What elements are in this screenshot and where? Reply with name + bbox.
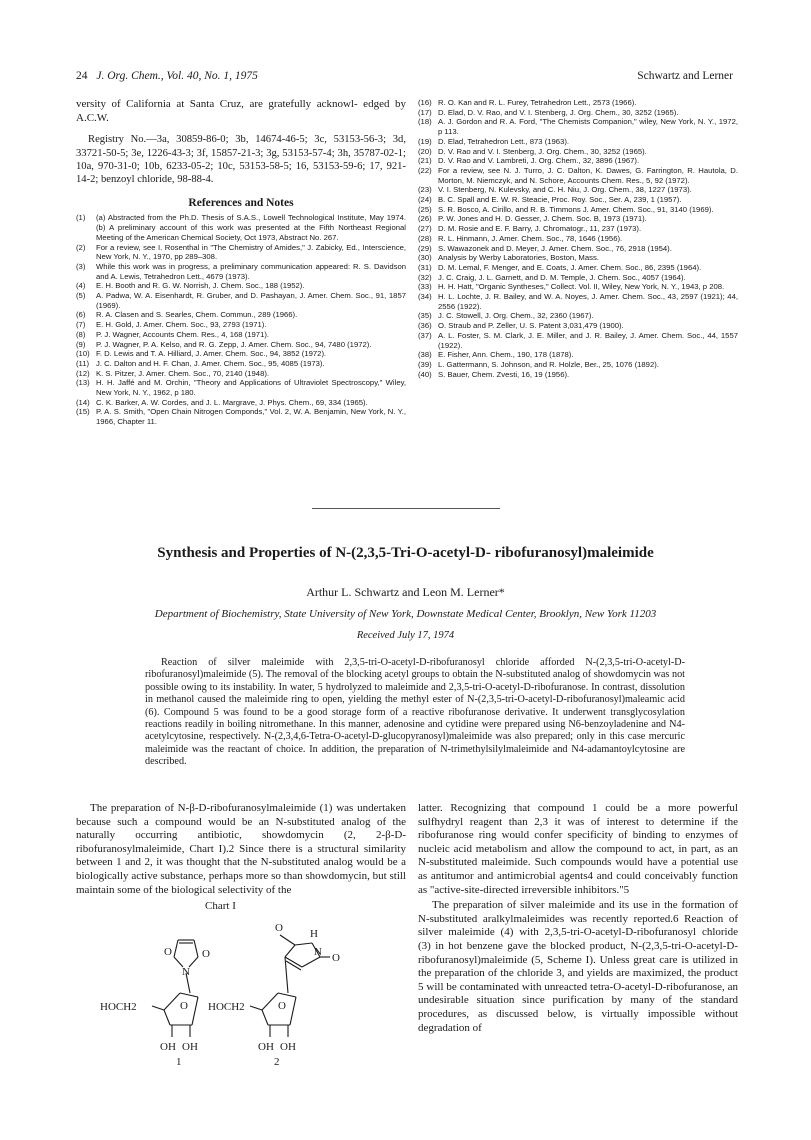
atom-label: O [332, 952, 340, 964]
reference-number: (39) [418, 359, 432, 369]
left-column [76, 98, 406, 427]
reference-number: (1) [76, 213, 86, 223]
reference-text: B. C. Spall and E. W. R. Steacie, Proc. Roy. Soc., Ser. A, 239, 1 (1957). [438, 195, 682, 205]
reference-number: (12) [76, 368, 90, 378]
reference-text: D. Elad, D. V. Rao, and V. I. Stenberg, J. Org. Chem., 30, 3252 (1965). [438, 107, 679, 117]
reference-text: For a review, see N. J. Turro, J. C. Dalton, K. Dawes, G. Farrington, R. Hautola, D. Morton, M. Niemczyk, and N. Schore, Accounts Chem. Res., 5, 92 (1972). [438, 165, 738, 185]
atom-label: HOCH2 [100, 1001, 137, 1013]
right-column [418, 98, 738, 379]
atom-label: HOCH2 [208, 1001, 245, 1013]
reference-number: (21) [418, 156, 432, 166]
reference-number: (25) [418, 204, 432, 214]
reference-number: (31) [418, 262, 432, 272]
journal-citation: J. Org. Chem., Vol. 40, No. 1, 1975 [96, 70, 258, 82]
reference-number: (32) [418, 272, 432, 282]
atom-label: O [275, 922, 283, 934]
atom-label: N [182, 966, 190, 978]
reference-text: D. Elad, Tetrahedron Lett., 873 (1963). [438, 136, 570, 146]
reference-text: D. V. Rao and V. Lambreti, J. Org. Chem., 32, 3896 (1967). [438, 156, 640, 166]
compound-number: 1 [176, 1056, 182, 1068]
reference-item [76, 243, 406, 262]
article-affiliation: Department of Biochemistry, State University of New York, Downstate Medical Center, Brooklyn, New York 11203 [154, 608, 657, 620]
reference-number: (20) [418, 146, 432, 156]
reference-item [418, 253, 738, 263]
reference-item [418, 282, 738, 292]
reference-item [418, 350, 738, 360]
article-title: Synthesis and Properties of N-(2,3,5-Tri-O-acetyl-D- ribofuranosyl)maleimide [157, 545, 654, 561]
reference-number: (2) [76, 242, 86, 252]
reference-text: A. L. Foster, S. M. Clark, J. E. Miller, and J. R. Bailey, J. Amer. Chem. Soc., 44, 1557 (1922). [438, 330, 738, 350]
reference-number: (11) [76, 358, 90, 368]
reference-text: H. H. Jaffé and M. Orchin, "Theory and Applications of Ultraviolet Spectroscopy," Wiley, New York, N. Y., 1962, p 180. [96, 378, 406, 398]
compound-number: 2 [274, 1056, 280, 1068]
article-authors: Arthur L. Schwartz and Leon M. Lerner* [306, 585, 505, 599]
reference-number: (22) [418, 165, 432, 175]
reference-item [76, 340, 406, 350]
reference-item [76, 262, 406, 281]
reference-item [76, 369, 406, 379]
reference-number: (27) [418, 224, 432, 234]
reference-text: R. O. Kan and R. L. Furey, Tetrahedron Lett., 2573 (1966). [438, 98, 637, 107]
atom-label: H [310, 928, 318, 940]
atom-label: OH [182, 1041, 198, 1053]
reference-number: (19) [418, 136, 432, 146]
reference-number: (7) [76, 320, 86, 330]
reference-item [76, 407, 406, 426]
reference-item [418, 263, 738, 273]
reference-text: P. A. S. Smith, "Open Chain Nitrogen Componds," Vol. 2, W. A. Benjamin, New York, N. Y., 1966, Chapter 11. [96, 407, 406, 427]
reference-text: F. D. Lewis and T. A. Hilliard, J. Amer. Chem. Soc., 94, 3852 (1972). [96, 349, 327, 359]
reference-text: H. H. Hatt, "Organic Syntheses," Collect. Vol. II, Wiley, New York, N. Y., 1943, p 208. [438, 282, 725, 292]
reference-text: A. J. Gordon and R. A. Ford, "The Chemists Companion," wiley, New York, N. Y., 1972, p 113. [438, 117, 738, 137]
reference-text: R. A. Clasen and S. Searles, Chem. Commun., 289 (1966). [96, 310, 298, 320]
reference-item [418, 273, 738, 283]
reference-item [76, 213, 406, 242]
reference-text: P. J. Wagner, Accounts Chem. Res., 4, 168 (1971). [96, 329, 270, 339]
reference-number: (14) [76, 397, 90, 407]
reference-item [418, 292, 738, 311]
reference-text: D. M. Lemal, F. Menger, and E. Coats, J. Amer. Chem. Soc., 86, 2395 (1964). [438, 262, 702, 272]
reference-number: (33) [418, 282, 432, 292]
reference-item [418, 156, 738, 166]
reference-item [76, 349, 406, 359]
reference-number: (10) [76, 349, 90, 359]
reference-item [418, 234, 738, 244]
reference-text: D. V. Rao and V. I. Stenberg, J. Org. Chem., 30, 3252 (1965). [438, 146, 647, 156]
body-paragraph: latter. Recognizing that compound 1 could be a more powerful sulfhydryl reagent than 2,3 it was of interest to determine if the ribofuranose ring would confer specificity of binding to enzymes of nucleic acid metabolism and allow the compound to act, in part, as an N-substituted maleimide. Such compounds would have a potential use as antitumor and antimicrobial agents4 and could conceivably function as "active-site-directed irreversible inhibitors."5 [418, 802, 738, 896]
reference-number: (40) [418, 369, 432, 379]
reference-item [76, 320, 406, 330]
reference-item [418, 370, 738, 380]
article-abstract: Reaction of silver maleimide with 2,3,5-tri-O-acetyl-D-ribofuranosyl chloride afforded N-(2,3,5-tri-O-acetyl-D-ribofuranosyl)maleimide (5). The removal of the blocking acetyl groups to obtain the N-substituted analog of showdomycin was not possible owing to its instability. In water, 5 hydrolyzed to maleimide and 2,3,5-tri-O-acetyl-D-ribofuranose. In contrast, dissolution in methanol caused the maleimide ring to open, yielding the methyl ester of N-(2,3,5-tri-O-acetyl-D-ribofuranosyl)maleamic acid (6). Compound 5 was found to be a good storage form of a reactive ribofuranose derivative. It underwent transglycosylation reactions readily in boiling nitromethane. In this manner, adenosine and cytidine were prepared using N6-benzoyladenine and N4-acetylcytosine, respectively. N-(2,3,4,6-Tetra-O-acetyl-D-glucopyranosyl)maleimide was also prepared; only in this case mercuric maleimide was the reactant of choice. In addition, the preparation of N-trimethylsilylmaleimide and N4-adamantoylcytosine are described. [145, 657, 685, 768]
reference-item [418, 98, 738, 108]
reference-text: S. Bauer, Chem. Zvesti, 16, 19 (1956). [438, 369, 570, 379]
reference-item [418, 311, 738, 321]
reference-text: S. R. Bosco, A. Cirillo, and R. B. Timmons J. Amer. Chem. Soc., 91, 3140 (1969). [438, 204, 714, 214]
reference-number: (37) [418, 330, 432, 340]
reference-number: (30) [418, 253, 432, 263]
reference-number: (9) [76, 339, 86, 349]
reference-number: (28) [418, 233, 432, 243]
reference-text: K. S. Pitzer, J. Amer. Chem. Soc., 70, 2140 (1948). [96, 368, 270, 378]
reference-item [418, 360, 738, 370]
reference-item [418, 224, 738, 234]
reference-item [76, 359, 406, 369]
atom-label: OH [160, 1041, 176, 1053]
reference-number: (26) [418, 214, 432, 224]
reference-text: E. H. Gold, J. Amer. Chem. Soc., 93, 2793 (1971). [96, 320, 267, 330]
atom-label: OH [258, 1041, 274, 1053]
references-list-right [418, 98, 738, 379]
reference-item [76, 291, 406, 310]
reference-number: (18) [418, 117, 432, 127]
reference-text: A. Padwa, W. A. Eisenhardt, R. Gruber, and D. Pashayan, J. Amer. Chem. Soc., 91, 1857 (1969). [96, 291, 406, 310]
reference-text: R. L. Hinmann, J. Amer. Chem. Soc., 78, 1646 (1956). [438, 233, 623, 243]
reference-item [418, 185, 738, 195]
reference-text: E. Fisher, Ann. Chem., 190, 178 (1878). [438, 350, 574, 360]
structure-1 [152, 940, 198, 1037]
reference-number: (3) [76, 261, 86, 271]
atom-label: OH [280, 1041, 296, 1053]
atom-label: O [164, 946, 172, 958]
reference-item [418, 117, 738, 136]
reference-text: E. H. Booth and R. G. W. Norrish, J. Chem. Soc., 188 (1952). [96, 281, 305, 291]
reference-number: (34) [418, 292, 432, 302]
reference-number: (38) [418, 350, 432, 360]
atom-label: N [314, 946, 322, 958]
reference-number: (17) [418, 107, 432, 117]
atom-label: O [278, 1000, 286, 1012]
reference-text: L. Gattermann, S. Johnson, and R. Holzle, Ber., 25, 1076 (1892). [438, 359, 659, 369]
reference-item [76, 398, 406, 408]
reference-item [418, 244, 738, 254]
reference-number: (15) [76, 407, 90, 417]
body-right-column [418, 802, 738, 1035]
reference-text: P. J. Wagner, P. A. Kelso, and R. G. Zepp, J. Amer. Chem. Soc., 94, 7480 (1972). [96, 339, 372, 349]
references-heading: References and Notes [188, 197, 294, 210]
reference-item [418, 205, 738, 215]
reference-text: While this work was in progress, a preliminary communication appeared: R. S. Davidson and A. Lewis, Tetrahedron Lett., 4679 (1973). [96, 261, 406, 281]
reference-text: For a review, see I. Rosenthal in "The Chemistry of Amides," J. Zabicky, Ed., Interscience, New York, N. Y., 1970, pp 289–308. [96, 242, 406, 262]
reference-item [418, 331, 738, 350]
reference-number: (35) [418, 311, 432, 321]
reference-text: (a) Abstracted from the Ph.D. Thesis of S.A.S., Lowell Technological Institute, May 1974. (b) A preliminary account of this work was presented at the Fifth Northeast Regional Meeting of the American Chemical Society, Oct 1973, Abstract No. 267. [96, 213, 406, 242]
reference-item [76, 281, 406, 291]
reference-number: (36) [418, 321, 432, 331]
reference-number: (5) [76, 291, 86, 301]
reference-text: S. Wawazonek and D. Meyer, J. Amer. Chem. Soc., 76, 2918 (1954). [438, 243, 672, 253]
reference-number: (23) [418, 185, 432, 195]
reference-number: (8) [76, 329, 86, 339]
reference-text: O. Straub and P. Zeller, U. S. Patent 3,031,479 (1900). [438, 321, 624, 331]
body-paragraph: The preparation of silver maleimide and its use in the formation of N-substituted aralkylmaleimides was recently reported.6 Reaction of silver maleimide (4) with 2,3,5-tri-O-acetyl-D-ribofuranosyl chloride (3) in hot benzene gave the blocked product, N-(2,3,5-tri-O-acetyl-D-ribofuranosyl)maleimide (5, Scheme I). Unless great care is utilized in the preparation of the chloride 3, and yields are maximized, the product 5 will be contaminated with unreacted tetra-O-acetyl-D-ribofuranose, an undesirable situation since purification by many of the standard procedures, as discussed below, is virtually impossible without degradation of [418, 899, 738, 1034]
reference-item [418, 195, 738, 205]
registry-numbers: Registry No.—3a, 30859-86-0; 3b, 14674-46-5; 3c, 53153-56-3; 3d, 33721-50-5; 3e, 1226-43-3; 3f, 15857-21-3; 3g, 53153-57-4; 3h, 35787-02-1; 10a, 970-31-0; 10b, 6233-05-2; 10c, 53153-58-5; 16, 53153-59-6; 17, 921-14-2; benzoyl chloride, 98-88-4. [76, 134, 406, 186]
reference-number: (6) [76, 310, 86, 320]
running-header-left [76, 70, 258, 82]
atom-label: O [202, 948, 210, 960]
reference-item [76, 310, 406, 320]
page-number: 24 [76, 70, 88, 82]
reference-item [418, 166, 738, 185]
acknowledgment-text: versity of California at Santa Cruz, are gratefully acknowl- edged by A.C.W. [76, 98, 406, 124]
body-left-column [76, 802, 406, 897]
section-divider [312, 508, 500, 509]
reference-item [418, 108, 738, 118]
reference-item [418, 137, 738, 147]
reference-text: C. K. Barker, A. W. Cordes, and J. L. Margrave, J. Phys. Chem., 69, 334 (1965). [96, 397, 368, 407]
body-paragraph: The preparation of N-β-D-ribofuranosylmaleimide (1) was undertaken because such a compound would be an N-substituted analog of the naturally occurring antibiotic, showdomycin (2, 2-β-D-ribofuranosylmaleimide, Chart I).2 Since there is a structural similarity between 1 and 2, it was thought that the N-substituted analog would be a biologically active substance, perhaps more so than showdomycin, but still maintain some of the biological selectivity of the [76, 802, 406, 896]
reference-item [76, 378, 406, 397]
reference-text: D. M. Rosie and E. F. Barry, J. Chromatogr., 11, 237 (1973). [438, 224, 642, 234]
reference-number: (24) [418, 195, 432, 205]
reference-text: P. W. Jones and H. D. Gesser, J. Chem. Soc. B, 1973 (1971). [438, 214, 647, 224]
running-header-authors: Schwartz and Lerner [637, 70, 733, 82]
reference-number: (29) [418, 243, 432, 253]
reference-item [418, 214, 738, 224]
references-list-left [76, 213, 406, 426]
received-date: Received July 17, 1974 [356, 630, 455, 641]
reference-text: J. C. Dalton and H. F. Chan, J. Amer. Chem. Soc., 95, 4085 (1973). [96, 358, 325, 368]
atom-label: O [180, 1000, 188, 1012]
reference-number: (13) [76, 378, 90, 388]
reference-text: V. I. Stenberg, N. Kulevsky, and C. H. Niu, J. Org. Chem., 38, 1227 (1973). [438, 185, 692, 195]
reference-text: J. C. Craig, J. L. Garnett, and D. M. Temple, J. Chem. Soc., 4057 (1964). [438, 272, 686, 282]
reference-text: H. L. Lochte, J. R. Bailey, and W. A. Noyes, J. Amer. Chem. Soc., 43, 2597 (1921); 44, 2556 (1922). [438, 292, 738, 311]
reference-number: (4) [76, 281, 86, 291]
reference-text: Analysis by Werby Laboratories, Boston, Mass. [438, 253, 599, 263]
reference-item [418, 147, 738, 157]
reference-item [76, 330, 406, 340]
reference-number: (16) [418, 98, 432, 107]
chart-label: Chart I [205, 900, 236, 912]
reference-item [418, 321, 738, 331]
chemical-structures-chart [100, 915, 390, 1075]
reference-text: J. C. Stowell, J. Org. Chem., 32, 2360 (1967). [438, 311, 594, 321]
